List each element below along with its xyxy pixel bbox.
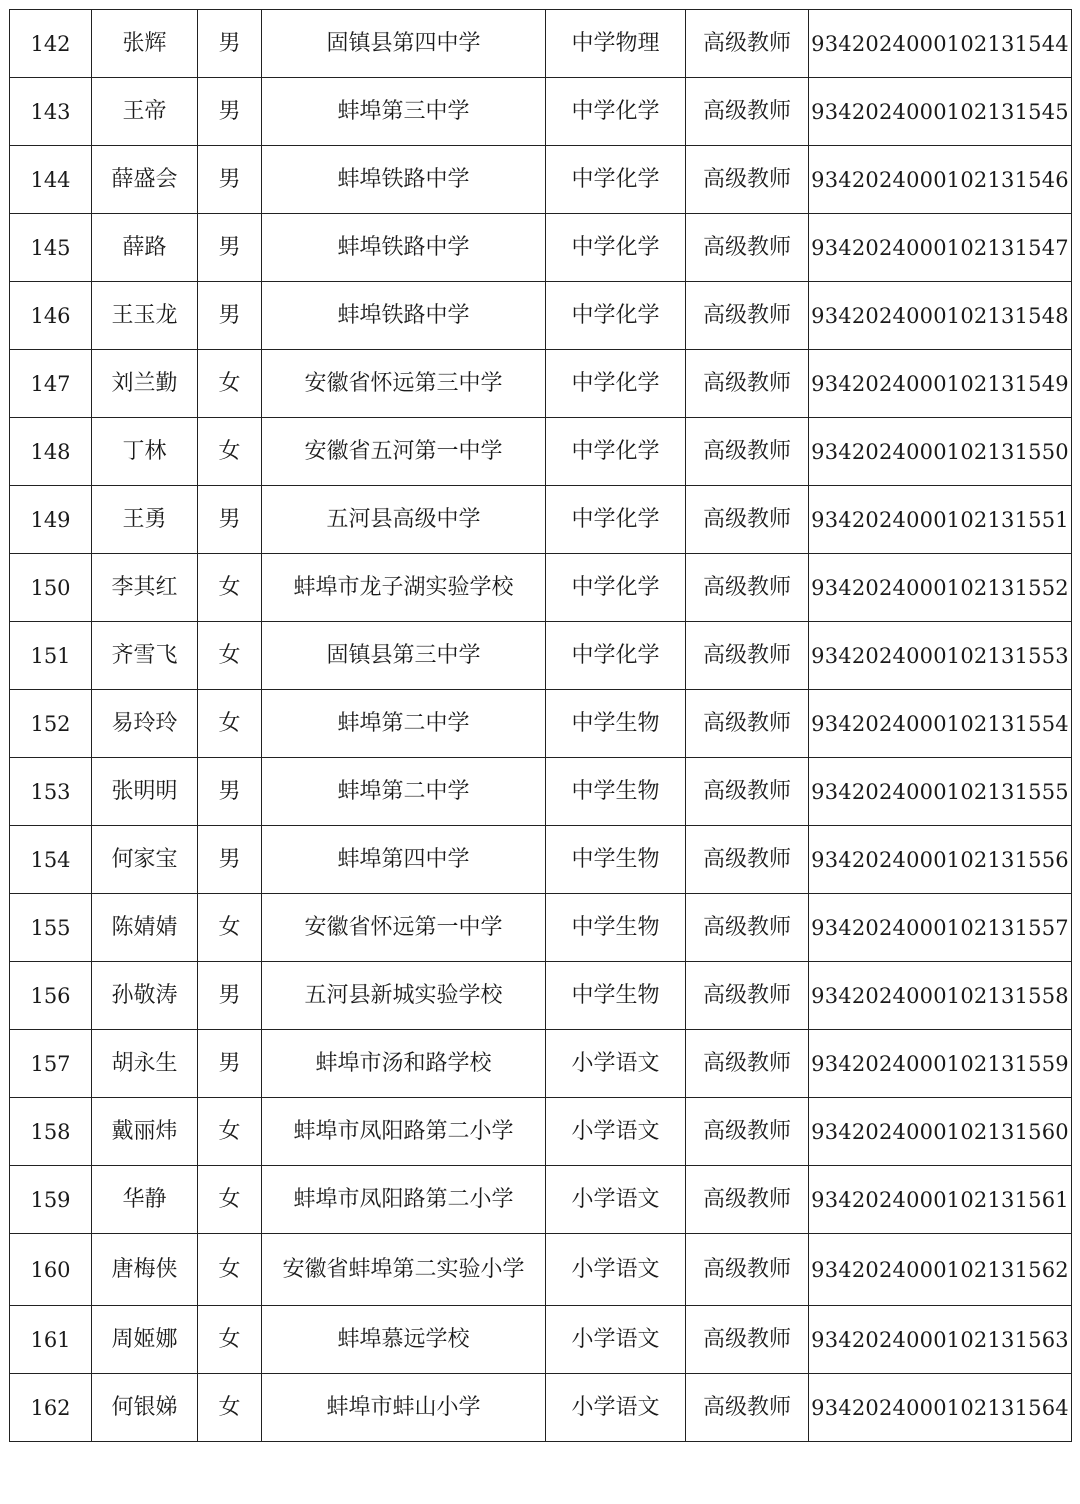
certificate-number: 9342024000102131560 [809,1098,1072,1166]
teacher-name: 刘兰勤 [92,350,198,418]
subject: 小学语文 [546,1098,686,1166]
teacher-name: 陈婧婧 [92,894,198,962]
row-number: 155 [10,894,92,962]
teacher-name: 丁林 [92,418,198,486]
school-name: 安徽省五河第一中学 [262,418,546,486]
table-row [10,1166,1072,1234]
school-name: 蚌埠市蚌山小学 [262,1374,546,1442]
subject: 中学生物 [546,894,686,962]
row-number: 162 [10,1374,92,1442]
teacher-gender: 女 [198,622,262,690]
teacher-gender: 女 [198,1098,262,1166]
teacher-gender: 女 [198,350,262,418]
subject: 中学化学 [546,622,686,690]
teacher-name: 何家宝 [92,826,198,894]
certificate-number: 9342024000102131555 [809,758,1072,826]
teacher-gender: 男 [198,146,262,214]
school-name: 安徽省蚌埠第二实验小学 [262,1234,546,1306]
certificate-number: 9342024000102131558 [809,962,1072,1030]
school-name: 蚌埠市龙子湖实验学校 [262,554,546,622]
school-name: 五河县高级中学 [262,486,546,554]
subject: 中学化学 [546,282,686,350]
row-number: 143 [10,78,92,146]
table-row [10,690,1072,758]
school-name: 固镇县第三中学 [262,622,546,690]
certificate-number: 9342024000102131561 [809,1166,1072,1234]
subject: 中学生物 [546,758,686,826]
teacher-name: 戴丽炜 [92,1098,198,1166]
teacher-gender: 女 [198,1166,262,1234]
certificate-number: 9342024000102131547 [809,214,1072,282]
subject: 小学语文 [546,1234,686,1306]
teacher-name: 张辉 [92,10,198,78]
row-number: 146 [10,282,92,350]
table-row [10,622,1072,690]
school-name: 蚌埠慕远学校 [262,1306,546,1374]
subject: 小学语文 [546,1306,686,1374]
teacher-gender: 男 [198,486,262,554]
school-name: 安徽省怀远第三中学 [262,350,546,418]
professional-title: 高级教师 [686,690,809,758]
school-name: 蚌埠市凤阳路第二小学 [262,1166,546,1234]
table-row [10,758,1072,826]
professional-title: 高级教师 [686,554,809,622]
teacher-gender: 女 [198,1234,262,1306]
table-row [10,418,1072,486]
row-number: 154 [10,826,92,894]
school-name: 蚌埠铁路中学 [262,146,546,214]
row-number: 161 [10,1306,92,1374]
teacher-gender: 男 [198,10,262,78]
row-number: 149 [10,486,92,554]
certificate-number: 9342024000102131557 [809,894,1072,962]
teacher-gender: 女 [198,418,262,486]
row-number: 151 [10,622,92,690]
teacher-gender: 女 [198,690,262,758]
certificate-number: 9342024000102131552 [809,554,1072,622]
professional-title: 高级教师 [686,758,809,826]
subject: 小学语文 [546,1166,686,1234]
table-row [10,826,1072,894]
certificate-number: 9342024000102131551 [809,486,1072,554]
professional-title: 高级教师 [686,10,809,78]
teacher-gender: 男 [198,214,262,282]
school-name: 固镇县第四中学 [262,10,546,78]
teacher-gender: 男 [198,758,262,826]
teacher-gender: 女 [198,1374,262,1442]
teacher-gender: 男 [198,962,262,1030]
subject: 中学化学 [546,350,686,418]
row-number: 150 [10,554,92,622]
row-number: 156 [10,962,92,1030]
table-row [10,962,1072,1030]
teacher-name: 王玉龙 [92,282,198,350]
row-number: 157 [10,1030,92,1098]
teacher-gender: 女 [198,1306,262,1374]
teacher-gender: 男 [198,282,262,350]
teacher-name: 孙敬涛 [92,962,198,1030]
school-name: 安徽省怀远第一中学 [262,894,546,962]
professional-title: 高级教师 [686,418,809,486]
teacher-name: 张明明 [92,758,198,826]
table-row [10,10,1072,78]
professional-title: 高级教师 [686,1030,809,1098]
teacher-name: 薛路 [92,214,198,282]
row-number: 160 [10,1234,92,1306]
table-row [10,486,1072,554]
certificate-number: 9342024000102131559 [809,1030,1072,1098]
row-number: 147 [10,350,92,418]
table-row [10,282,1072,350]
subject: 中学化学 [546,486,686,554]
table-row [10,350,1072,418]
teacher-name: 王帝 [92,78,198,146]
certificate-number: 9342024000102131563 [809,1306,1072,1374]
certificate-number: 9342024000102131562 [809,1234,1072,1306]
professional-title: 高级教师 [686,1234,809,1306]
row-number: 144 [10,146,92,214]
table-row [10,1374,1072,1442]
row-number: 153 [10,758,92,826]
professional-title: 高级教师 [686,1098,809,1166]
teacher-gender: 男 [198,826,262,894]
school-name: 蚌埠第二中学 [262,690,546,758]
table-row [10,554,1072,622]
table-row [10,1234,1072,1306]
table-row [10,78,1072,146]
teacher-name: 胡永生 [92,1030,198,1098]
professional-title: 高级教师 [686,78,809,146]
teacher-name: 易玲玲 [92,690,198,758]
teacher-roster-table [9,9,1072,1442]
certificate-number: 9342024000102131564 [809,1374,1072,1442]
certificate-number: 9342024000102131556 [809,826,1072,894]
row-number: 148 [10,418,92,486]
row-number: 152 [10,690,92,758]
row-number: 159 [10,1166,92,1234]
certificate-number: 9342024000102131548 [809,282,1072,350]
certificate-number: 9342024000102131545 [809,78,1072,146]
professional-title: 高级教师 [686,622,809,690]
subject: 中学生物 [546,962,686,1030]
professional-title: 高级教师 [686,826,809,894]
table-row [10,1306,1072,1374]
table-row [10,1098,1072,1166]
school-name: 蚌埠第二中学 [262,758,546,826]
teacher-name: 王勇 [92,486,198,554]
school-name: 蚌埠市汤和路学校 [262,1030,546,1098]
subject: 中学化学 [546,554,686,622]
subject: 中学生物 [546,826,686,894]
certificate-number: 9342024000102131549 [809,350,1072,418]
certificate-number: 9342024000102131550 [809,418,1072,486]
professional-title: 高级教师 [686,1374,809,1442]
professional-title: 高级教师 [686,214,809,282]
subject: 中学化学 [546,146,686,214]
school-name: 蚌埠第四中学 [262,826,546,894]
teacher-gender: 女 [198,554,262,622]
subject: 中学生物 [546,690,686,758]
subject: 中学物理 [546,10,686,78]
table-row [10,1030,1072,1098]
teacher-gender: 女 [198,894,262,962]
teacher-gender: 男 [198,1030,262,1098]
certificate-number: 9342024000102131553 [809,622,1072,690]
teacher-name: 华静 [92,1166,198,1234]
table-row [10,894,1072,962]
professional-title: 高级教师 [686,1306,809,1374]
professional-title: 高级教师 [686,146,809,214]
teacher-name: 唐梅侠 [92,1234,198,1306]
teacher-gender: 男 [198,78,262,146]
teacher-name: 齐雪飞 [92,622,198,690]
teacher-name: 何银娣 [92,1374,198,1442]
school-name: 蚌埠市凤阳路第二小学 [262,1098,546,1166]
subject: 中学化学 [546,78,686,146]
professional-title: 高级教师 [686,894,809,962]
subject: 中学化学 [546,418,686,486]
certificate-number: 9342024000102131544 [809,10,1072,78]
professional-title: 高级教师 [686,486,809,554]
teacher-name: 李其红 [92,554,198,622]
professional-title: 高级教师 [686,1166,809,1234]
school-name: 蚌埠第三中学 [262,78,546,146]
row-number: 158 [10,1098,92,1166]
teacher-name: 周姬娜 [92,1306,198,1374]
row-number: 142 [10,10,92,78]
school-name: 蚌埠铁路中学 [262,214,546,282]
school-name: 五河县新城实验学校 [262,962,546,1030]
certificate-number: 9342024000102131546 [809,146,1072,214]
school-name: 蚌埠铁路中学 [262,282,546,350]
certificate-number: 9342024000102131554 [809,690,1072,758]
table-row [10,214,1072,282]
teacher-name: 薛盛会 [92,146,198,214]
professional-title: 高级教师 [686,282,809,350]
row-number: 145 [10,214,92,282]
professional-title: 高级教师 [686,962,809,1030]
professional-title: 高级教师 [686,350,809,418]
subject: 中学化学 [546,214,686,282]
table-row [10,146,1072,214]
subject: 小学语文 [546,1030,686,1098]
subject: 小学语文 [546,1374,686,1442]
roster-body [10,10,1072,1442]
